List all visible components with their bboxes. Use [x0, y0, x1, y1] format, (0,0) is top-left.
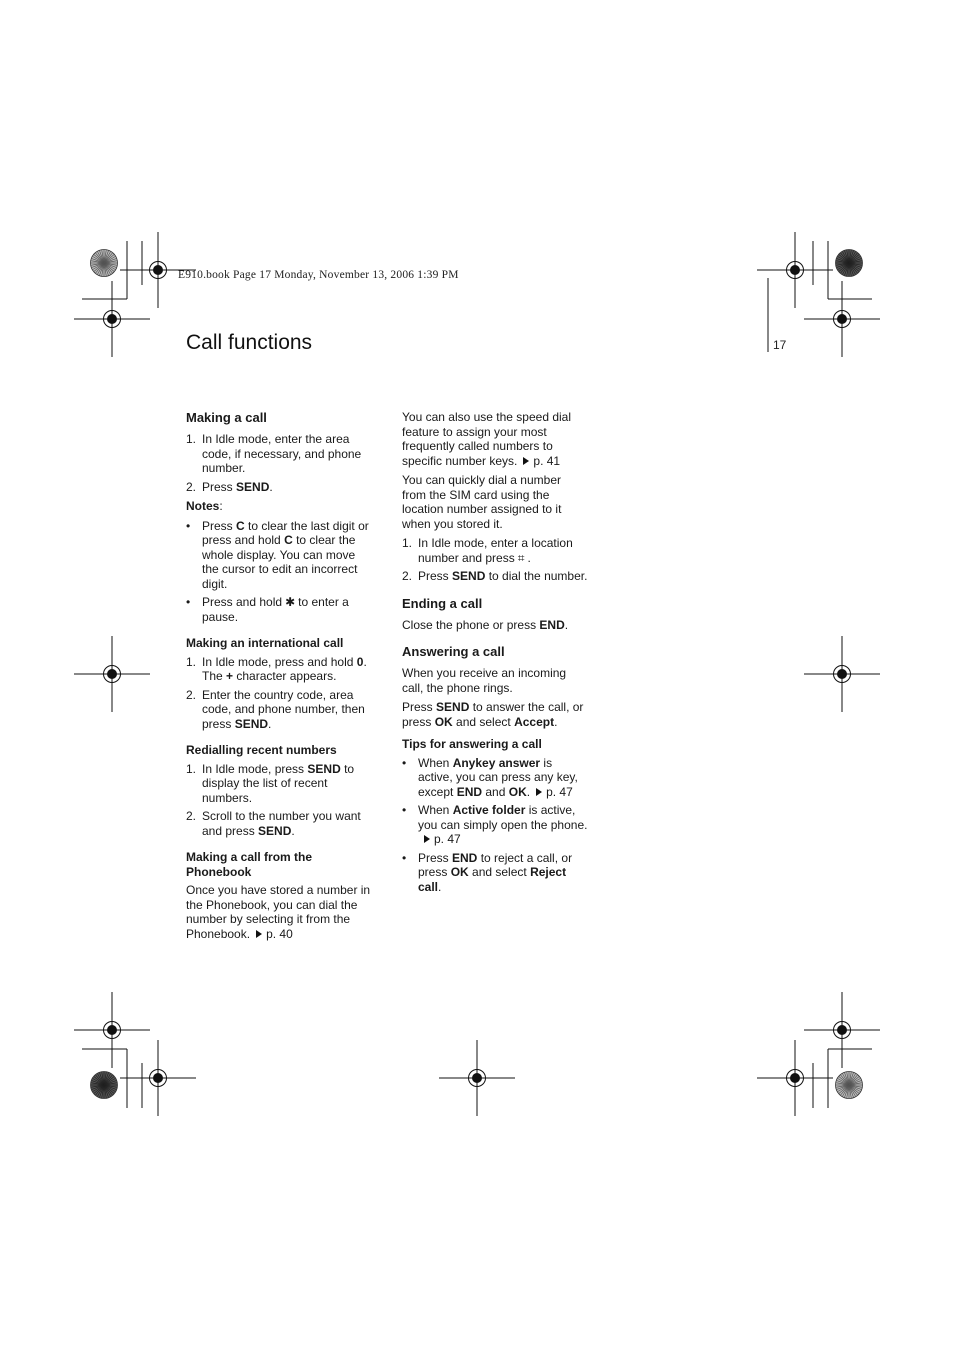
tips-list — [402, 756, 588, 895]
heading-call-from-phonebook: Making a call from the Phonebook — [186, 850, 313, 879]
left-column — [186, 410, 372, 946]
section-international — [186, 636, 372, 731]
ending-text: Close the phone or press END. — [402, 617, 569, 632]
registration-mark — [804, 636, 880, 712]
right-triangle-icon — [536, 788, 542, 796]
heading-international-call: Making an international call — [186, 636, 344, 650]
right-column — [402, 410, 588, 899]
asterisk-key-icon: ✱ — [285, 595, 296, 609]
list-item: • Press C to clear the last digit or press and hold C to clear the whole display. You can move the cursor to edit an incorrect digit. — [186, 518, 369, 591]
list-item: 2. Press SEND. — [186, 479, 273, 494]
list-item: 2. Enter the country code, area code, and phone number, then press SEND. — [186, 687, 365, 731]
sim-dial-text: You can quickly dial a number from the SIM card using the location number assigned to it when you stored it. — [402, 473, 562, 531]
speed-dial-text: You can also use the speed dial feature to assign your most frequently called numbers to specific number keys. p. 41 — [402, 410, 572, 468]
list-item: 2. Press SEND to dial the number. — [402, 569, 588, 583]
section-phonebook — [186, 850, 372, 941]
registration-mark — [439, 1040, 515, 1116]
right-triangle-icon — [523, 457, 529, 465]
list-item: 2. Scroll to the number you want and press SEND. — [186, 809, 361, 838]
registration-mark — [804, 992, 880, 1068]
list-item: 1. In Idle mode, press and hold 0. The + character appears. — [186, 654, 367, 683]
right-triangle-icon — [256, 930, 262, 938]
list-item: • When Anykey answer is active, you can press any key, except END and OK. p. 47 — [402, 755, 578, 799]
section-ending — [402, 596, 588, 633]
section-answering — [402, 644, 588, 894]
page-reference: p. 41 — [533, 453, 561, 468]
list-item: • When Active folder is active, you can simply open the phone.p. 47 — [402, 803, 588, 846]
registration-mark — [74, 636, 150, 712]
section-redial — [186, 743, 372, 838]
print-stamp: E910.book Page 17 Monday, November 13, 2006 1:39 PM — [178, 269, 459, 281]
sim-dial-steps — [402, 536, 588, 584]
sunburst-mark — [836, 1072, 863, 1099]
page-number: 17 — [773, 338, 787, 352]
page-reference: p. 40 — [266, 926, 293, 941]
sunburst-mark — [91, 250, 118, 277]
sunburst-mark — [836, 250, 863, 277]
registration-mark — [120, 1040, 196, 1116]
notes-list — [186, 519, 372, 625]
hash-key-icon: ⌗ — [517, 550, 525, 565]
registration-mark — [757, 1040, 833, 1116]
registration-mark — [74, 281, 150, 357]
list-item: 1. In Idle mode, enter a location number and press ⌗ . — [402, 536, 573, 565]
heading-redialling: Redialling recent numbers — [186, 743, 337, 757]
registration-mark — [74, 992, 150, 1068]
registration-mark — [804, 281, 880, 357]
heading-answering-a-call: Answering a call — [402, 644, 505, 659]
heading-ending-a-call: Ending a call — [402, 595, 483, 611]
answering-text-2: Press SEND to answer the call, or press OK and select Accept. — [402, 700, 584, 729]
page-reference: p. 47 — [546, 784, 573, 799]
page-reference: p. 47 — [434, 832, 461, 846]
list-item: • Press END to reject a call, or press OK and select Reject call. — [402, 850, 573, 894]
notes-label: Notes: — [186, 499, 223, 513]
phonebook-text: Once you have stored a number in the Phonebook, you can dial the number by selecting it from the Phonebook. p. 40 — [186, 883, 371, 941]
heading-tips-answering: Tips for answering a call — [402, 737, 542, 751]
making-call-steps — [186, 432, 372, 494]
list-item: • Press and hold ✱ to enter a pause. — [186, 595, 349, 624]
list-item: 1. In Idle mode, enter the area code, if necessary, and phone number. — [186, 432, 362, 475]
right-triangle-icon — [424, 835, 430, 843]
page-title: Call functions — [186, 331, 313, 354]
heading-making-a-call: Making a call — [186, 410, 267, 425]
list-item: 1. In Idle mode, press SEND to display the list of recent numbers. — [186, 761, 355, 805]
answering-text-1: When you receive an incoming call, the phone rings. — [402, 666, 567, 695]
sunburst-mark — [91, 1072, 118, 1099]
